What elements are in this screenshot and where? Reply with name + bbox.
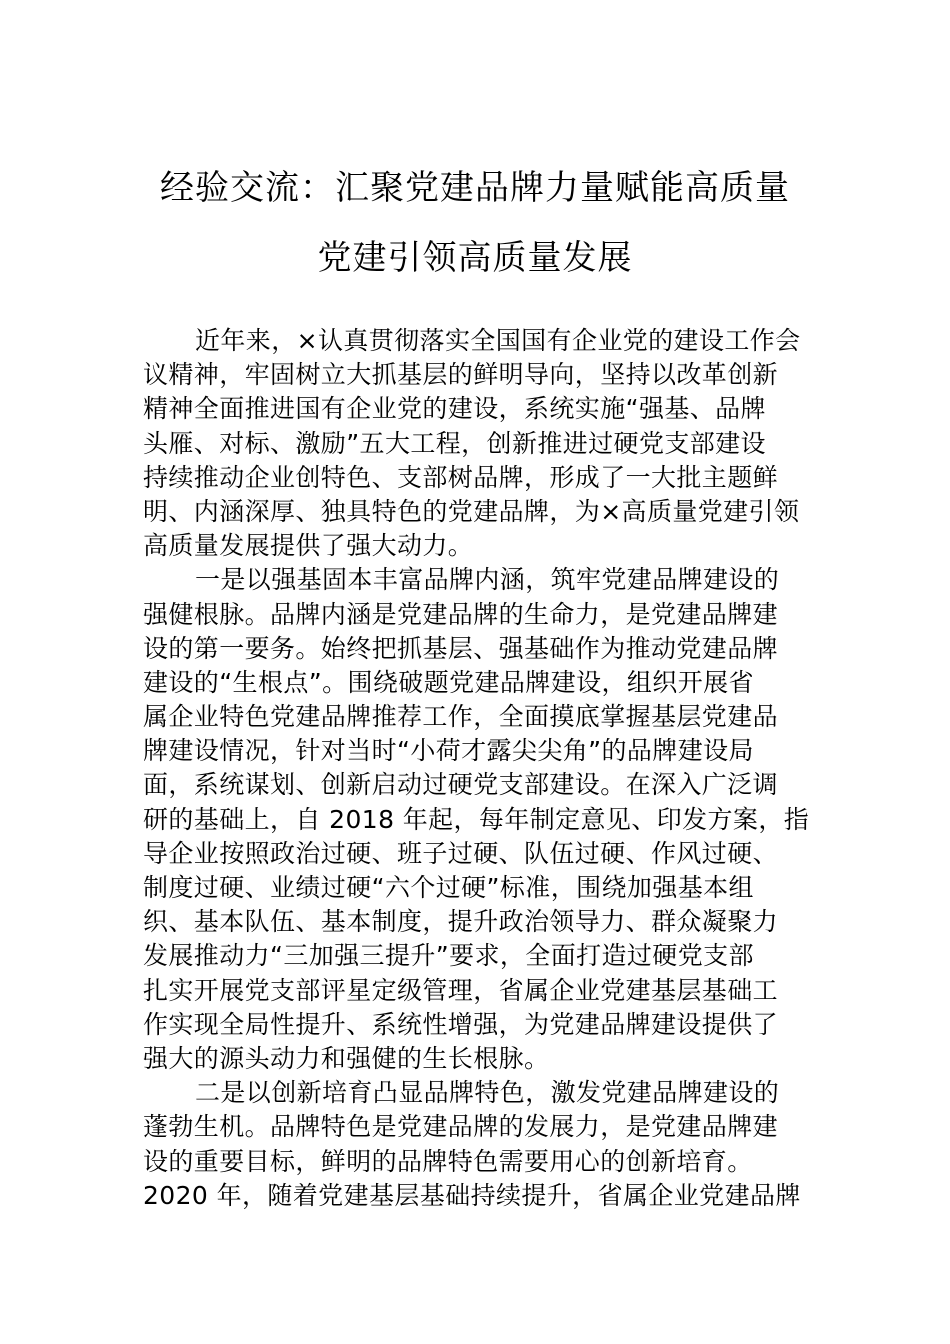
paragraph-line: 建设的“生根点”。围绕破题党建品牌建设，组织开展省 — [143, 667, 754, 697]
paragraph-line: 头雁、对标、激励”五大工程，创新推进过硬党支部建设 — [143, 428, 766, 458]
document-title-line-1: 经验交流：汇聚党建品牌力量赋能高质量 — [160, 168, 790, 208]
paragraph-line: 议精神，牢固树立大抓基层的鲜明导向，坚持以改革创新 — [143, 360, 779, 390]
paragraph-line: 强大的源头动力和强健的生长根脉。 — [143, 1043, 550, 1073]
paragraph-line: 面，系统谋划、创新启动过硬党支部建设。在深入广泛调 — [143, 770, 779, 800]
paragraph-2 — [143, 563, 813, 1076]
paragraph-line: 蓬勃生机。品牌特色是党建品牌的发展力，是党建品牌建 — [143, 1112, 779, 1142]
paragraph-line: 精神全面推进国有企业党的建设，系统实施“强基、品牌 — [143, 394, 766, 424]
paragraph-line: 近年来，×认真贯彻落实全国国有企业党的建设工作会 — [195, 326, 801, 355]
paragraph-line: 明、内涵深厚、独具特色的党建品牌，为×高质量党建引领 — [143, 496, 800, 526]
paragraph-line: 属企业特色党建品牌推荐工作，全面摸底掌握基层党建品 — [143, 702, 779, 732]
paragraph-line: 强健根脉。品牌内涵是党建品牌的生命力，是党建品牌建 — [143, 599, 779, 629]
document-title-line-2: 党建引领高质量发展 — [317, 238, 633, 278]
paragraph-line: 作实现全局性提升、系统性增强，为党建品牌建设提供了 — [143, 1009, 779, 1039]
paragraph-line: 研的基础上，自 2018 年起，每年制定意见、印发方案，指 — [143, 804, 810, 834]
paragraph-line: 制度过硬、业绩过硬“六个过硬”标准，围绕加强基本组 — [143, 873, 754, 902]
paragraph-line: 导企业按照政治过硬、班子过硬、队伍过硬、作风过硬、 — [143, 838, 779, 868]
paragraph-line: 牌建设情况，针对当时“小荷才露尖尖角”的品牌建设局 — [143, 736, 754, 766]
paragraph-line: 扎实开展党支部评星定级管理，省属企业党建基层基础工 — [143, 975, 779, 1005]
document-body — [143, 324, 813, 1213]
paragraph-line: 设的第一要务。始终把抓基层、强基础作为推动党建品牌 — [143, 633, 779, 663]
paragraph-line: 一是以强基固本丰富品牌内涵，筑牢党建品牌建设的 — [195, 565, 780, 595]
paragraph-line: 设的重要目标，鲜明的品牌特色需要用心的创新培育。 — [143, 1146, 753, 1176]
paragraph-line: 2020 年，随着党建基层基础持续提升，省属企业党建品牌 — [143, 1180, 801, 1210]
paragraph-line: 发展推动力“三加强三提升”要求，全面打造过硬党支部 — [143, 941, 754, 971]
paragraph-line: 二是以创新培育凸显品牌特色，激发党建品牌建设的 — [195, 1078, 780, 1108]
paragraph-3 — [143, 1076, 813, 1213]
paragraph-line: 高质量发展提供了强大动力。 — [143, 531, 474, 561]
paragraph-line: 持续推动企业创特色、支部树品牌，形成了一大批主题鲜 — [143, 462, 779, 492]
paragraph-1 — [143, 324, 813, 563]
paragraph-line: 织、基本队伍、基本制度，提升政治领导力、群众凝聚力 — [143, 907, 779, 937]
